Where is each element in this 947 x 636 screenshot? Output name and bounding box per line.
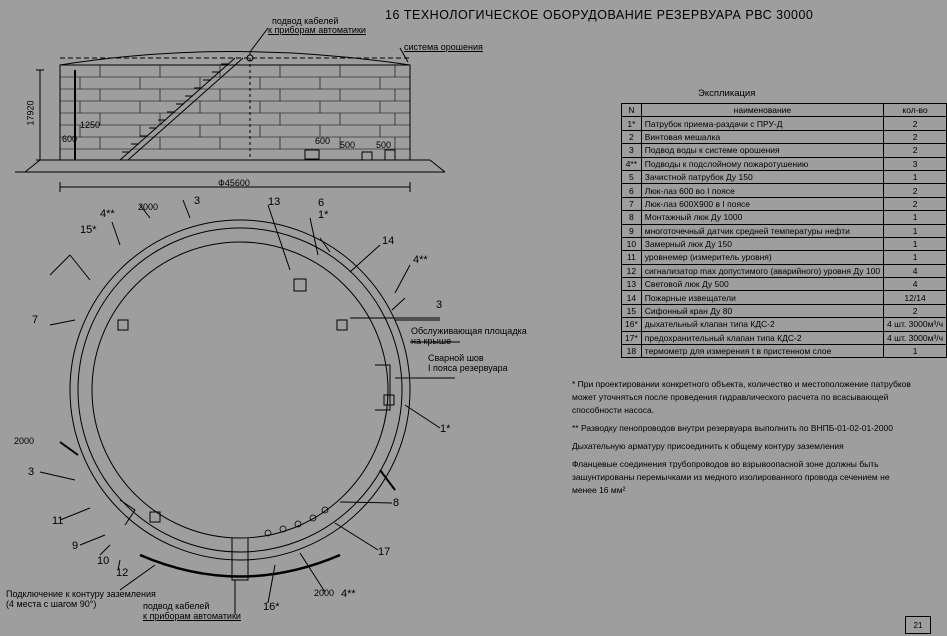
- tank-outer-wall: [70, 220, 410, 560]
- row-qty: 4 шт. 3000м³/ч: [884, 331, 947, 344]
- callout-13: 14: [382, 235, 395, 247]
- row-number: 11: [622, 251, 642, 264]
- row-name: Световой люк Ду 500: [641, 278, 883, 291]
- row-name: предохранительный клапан типа КДС-2: [641, 331, 883, 344]
- ground-label-1: Подключение к контуру заземления: [6, 589, 156, 599]
- table-row: [622, 345, 947, 358]
- row-number: 16*: [622, 318, 642, 331]
- header-name: наименование: [641, 104, 883, 117]
- row-name: Сифонный кран Ду 80: [641, 304, 883, 317]
- callout-5: 6: [318, 197, 325, 209]
- table-row: [622, 211, 947, 224]
- note-1: * При проектировании конкретного объекта, количество и местоположение патрубков может уточняться после проведения гидравлического расчета по всасывающей способности насоса.: [572, 379, 911, 415]
- elev-dim-1: 1250: [80, 120, 101, 130]
- callout-10: 11: [52, 515, 64, 527]
- pontoon-ring: [92, 242, 388, 538]
- table-row: [622, 224, 947, 237]
- height-dimension: 17920: [25, 100, 36, 126]
- explication-table: [621, 103, 947, 358]
- row-qty: 2: [884, 144, 947, 157]
- row-name: Монтажный люк Ду 1000: [641, 211, 883, 224]
- explication-body: [622, 117, 947, 358]
- callout-3b: 3: [28, 466, 35, 478]
- row-number: 7: [622, 197, 642, 210]
- row-number: 1*: [622, 117, 642, 130]
- row-number: 4**: [622, 157, 642, 170]
- plan-dim-3: 2000: [314, 588, 335, 598]
- cable-channel: [232, 538, 248, 580]
- plan-cable-label-1: подвод кабелей: [143, 601, 210, 611]
- table-row: [622, 278, 947, 291]
- callout-6: 7: [32, 314, 39, 326]
- table-row: [622, 130, 947, 143]
- tank-shell: [60, 65, 410, 160]
- elev-dim-4: 500: [340, 140, 356, 150]
- callout-1star: 1*: [440, 423, 451, 435]
- table-row: [622, 157, 947, 170]
- row-qty: 12/14: [884, 291, 947, 304]
- grounding-arc: [140, 555, 340, 577]
- row-name: Замерный люк Ду 150: [641, 237, 883, 250]
- callout-11: 12: [116, 567, 129, 579]
- row-number: 3: [622, 144, 642, 157]
- row-name: Зачистной патрубок Ду 150: [641, 170, 883, 183]
- row-qty: 2: [884, 117, 947, 130]
- row-number: 5: [622, 170, 642, 183]
- plan-dim-2: 2000: [14, 436, 35, 446]
- row-number: 12: [622, 264, 642, 277]
- callout-17: 1*: [318, 209, 329, 221]
- callout-9: 10: [97, 555, 110, 567]
- row-name: Люк-лаз 600Х900 в I поясе: [641, 197, 883, 210]
- elev-cable-label-1: подвод кабелей: [272, 16, 339, 26]
- table-row: [622, 331, 947, 344]
- callout-12: 13: [268, 196, 281, 208]
- sheet-number: 21: [905, 616, 931, 634]
- plan-dim-1: 2000: [138, 202, 159, 212]
- row-number: 9: [622, 224, 642, 237]
- table-row: [622, 170, 947, 183]
- elev-cable-label-2: к приборам автоматики: [268, 25, 366, 35]
- row-qty: 2: [884, 304, 947, 317]
- callout-4a: 4**: [100, 208, 115, 220]
- nozzle-elev-3: [385, 150, 395, 160]
- fitting-1: [384, 395, 394, 405]
- elev-dim-2: 600: [62, 134, 78, 144]
- fitting-west: [118, 320, 128, 330]
- row-number: 15: [622, 304, 642, 317]
- row-qty: 3: [884, 157, 947, 170]
- row-qty: 4 шт. 3000м³/ч: [884, 318, 947, 331]
- table-row: [622, 251, 947, 264]
- table-row: [622, 197, 947, 210]
- drawing-title: 16 ТЕХНОЛОГИЧЕСКОЕ ОБОРУДОВАНИЕ РЕЗЕРВУАРА РВС 30000: [385, 8, 814, 22]
- explication-title: Экспликация: [698, 88, 756, 99]
- callout-4b: 4**: [413, 254, 428, 266]
- explication-header: [622, 104, 947, 117]
- header-qty: кол-во: [884, 104, 947, 117]
- row-qty: 1: [884, 345, 947, 358]
- table-row: [622, 304, 947, 317]
- table-row: [622, 318, 947, 331]
- row-number: 17*: [622, 331, 642, 344]
- row-name: Подводы к подслойному пожаротушению: [641, 157, 883, 170]
- row-number: 14: [622, 291, 642, 304]
- nozzle-elev-2: [362, 152, 372, 160]
- ground-label-2: (4 места с шагом 90°): [6, 599, 97, 609]
- row-number: 2: [622, 130, 642, 143]
- row-name: Люк-лаз 600 во I поясе: [641, 184, 883, 197]
- row-name: сигнализатор max допустимого (аварийного) уровня Ду 100: [641, 264, 883, 277]
- row-name: Патрубок приема-раздачи с ПРУ-Д: [641, 117, 883, 130]
- header-n: N: [622, 104, 642, 117]
- row-qty: 4: [884, 278, 947, 291]
- elev-dim-5: 500: [376, 140, 392, 150]
- row-qty: 1: [884, 211, 947, 224]
- table-row: [622, 237, 947, 250]
- diameter-dimension: Ф45600: [218, 178, 250, 188]
- row-name: Винтовая мешалка: [641, 130, 883, 143]
- row-qty: 2: [884, 197, 947, 210]
- row-qty: 1: [884, 170, 947, 183]
- note-4: Фланцевые соединения трубопроводов во взрывоопасной зоне должны быть зашунтированы перемычками из медного изолированного провода сечением не менее 16 мм²: [572, 459, 890, 495]
- row-qty: 1: [884, 224, 947, 237]
- row-number: 13: [622, 278, 642, 291]
- callout-7: 8: [393, 497, 400, 509]
- row-qty: 2: [884, 130, 947, 143]
- table-row: [622, 264, 947, 277]
- fitting-12: [294, 279, 306, 291]
- plan-cable-label-2: к приборам автоматики: [143, 611, 241, 621]
- platform-label-2: на крыше: [411, 336, 452, 346]
- callout-3a: 3: [436, 299, 443, 311]
- notes-block: [572, 378, 912, 502]
- row-name: многоточечный датчик средней температуры нефти: [641, 224, 883, 237]
- spiral-stair: [120, 58, 243, 160]
- table-row: [622, 144, 947, 157]
- elev-dim-3: 600: [315, 136, 331, 146]
- irrigation-label: система орошения: [404, 42, 483, 52]
- row-name: уровнемер (измеритель уровня): [641, 251, 883, 264]
- row-qty: 2: [884, 184, 947, 197]
- weld-label-2: I пояса резервуара: [428, 363, 508, 373]
- row-qty: 4: [884, 264, 947, 277]
- shell-courses: [60, 65, 410, 149]
- row-number: 10: [622, 237, 642, 250]
- row-name: дыхательный клапан типа КДС-2: [641, 318, 883, 331]
- row-qty: 1: [884, 251, 947, 264]
- platform-label-1: Обслуживающая площадка: [411, 326, 527, 336]
- row-name: термометр для измерения t в пристенном слое: [641, 345, 883, 358]
- callout-8: 9: [72, 540, 79, 552]
- row-name: Пожарные извещатели: [641, 291, 883, 304]
- callout-14: 15*: [80, 224, 97, 236]
- table-row: [622, 291, 947, 304]
- table-row: [622, 184, 947, 197]
- callout-2: 3: [194, 195, 201, 207]
- weld-label-1: Сварной шов: [428, 353, 484, 363]
- callout-15star: 16*: [263, 601, 280, 613]
- row-number: 8: [622, 211, 642, 224]
- row-number: 18: [622, 345, 642, 358]
- tank-inner-wall: [78, 228, 402, 552]
- callout-4c: 4**: [341, 588, 356, 600]
- table-row: [622, 117, 947, 130]
- callout-16star: 17: [378, 546, 391, 558]
- fitting-ne: [337, 320, 347, 330]
- tank-elevation: [15, 28, 445, 192]
- note-3: Дыхательную арматуру присоединить к общему контуру заземления: [572, 441, 844, 451]
- row-number: 6: [622, 184, 642, 197]
- note-2: ** Разводку пенопроводов внутри резервуара выполнить по ВНПБ-01-02-01-2000: [572, 423, 893, 433]
- tank-plan: [40, 200, 460, 614]
- row-qty: 1: [884, 237, 947, 250]
- nozzle-elev-1: [305, 150, 319, 159]
- row-name: Подвод воды к системе орошения: [641, 144, 883, 157]
